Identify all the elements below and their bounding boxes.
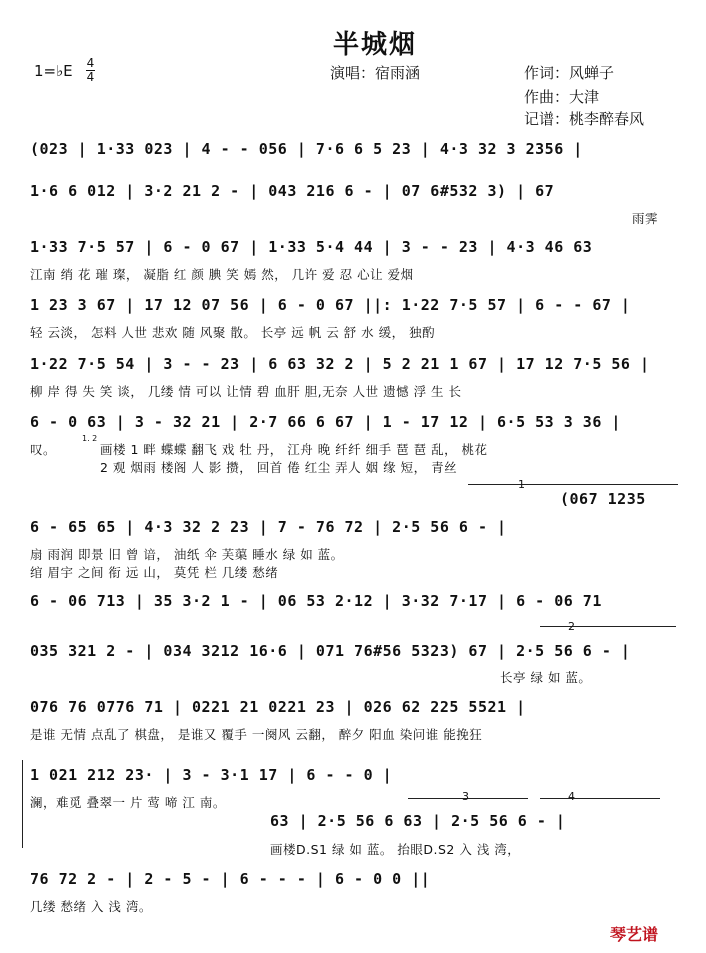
watermark-logo: 琴艺谱 [610, 925, 659, 944]
volta-mark-3: 3 [462, 790, 469, 803]
composer: 作曲：大津 [524, 88, 600, 106]
volta-1-2-label: 1. 2 [82, 434, 98, 443]
lyric-line-6b: 2 观 烟雨 楼阁 人 影 攒， 回首 倦 红尘 弄人 姻 缘 短， 青丝 [100, 460, 458, 475]
lyric-line-2: 雨霁 [632, 211, 659, 226]
time-denominator: 4 [86, 70, 95, 84]
time-numerator: 4 [86, 56, 95, 70]
lyric-line-11: 澜，难觅 叠翠一 片 莺 啼 江 南。 [30, 795, 226, 810]
lyric-line-3: 江南 绡 花 璀 璨， 凝脂 红 颜 腆 笑 嫣 然， 几许 爱 忍 心让 爱烟 [30, 267, 414, 282]
notation-line-10: 076 76 0776 71 | 0221 21 0221 23 | 026 62 225 5521 | [30, 698, 526, 716]
transcriber: 记谱：桃李醉春风 [524, 110, 645, 128]
lyric-line-9: 长亭 绿 如 蓝。 [500, 670, 592, 685]
volta-mark-1: 1 [518, 478, 525, 491]
notation-line-6: 6 - 0 63 | 3 - 32 21 | 2·7 66 6 67 | 1 - 17 12 | 6·5 53 3 36 | [30, 413, 621, 431]
notation-line-8: 6 - 06 713 | 35 3·2 1 - | 06 53 2·12 | 3·32 7·17 | 6 - 06 71 [30, 592, 602, 610]
volta-bracket-4 [540, 798, 660, 799]
time-signature [86, 58, 95, 83]
notation-line-12: 63 | 2·5 56 6 63 | 2·5 56 6 - | [270, 812, 566, 830]
lyric-line-13: 几缕 愁绪 入 浅 湾。 [30, 899, 152, 914]
lyric-line-10: 是谁 无情 点乱了 棋盘， 是谁又 覆手 一阕风 云翻， 醉夕 阳血 染问谁 能挽狂 [30, 727, 483, 742]
singer: 演唱：宿雨涵 [330, 64, 421, 82]
notation-line-1: (023 | 1·33 023 | 4 - - 056 | 7·6 6 5 23 | 4·3 32 3 2356 | [30, 140, 583, 158]
lyric-line-4: 轻 云淡， 怎料 人世 悲欢 随 风聚 散。 长亭 远 帆 云 舒 水 缓， 独酌 [30, 325, 436, 340]
lyricist: 作词：风蝉子 [524, 64, 615, 82]
notation-line-2: 1·6 6 012 | 3·2 21 2 - | 043 216 6 - | 07 6#532 3) | 67 [30, 182, 555, 200]
song-title: 半城烟 [333, 30, 418, 60]
volta-bracket-2 [540, 626, 676, 627]
notation-line-7: 6 - 65 65 | 4·3 32 2 23 | 7 - 76 72 | 2·5 56 6 - | [30, 518, 507, 536]
lyric-line-12: 画楼D.S1 绿 如 蓝。 抬眼D.S2 入 浅 湾， [270, 842, 521, 857]
lyric-line-5: 柳 岸 得 失 笑 谈， 几缕 情 可以 让情 碧 血肝 胆,无奈 人世 遗憾 浮 生 长 [30, 384, 462, 399]
volta-mark-4: 4 [568, 790, 575, 803]
lyric-line-7b: 绾 眉宇 之间 衔 远 山， 莫凭 栏 几缕 愁绪 [30, 565, 279, 580]
volta-mark-2: 2 [568, 620, 575, 633]
lyric-line-7: 扇 雨润 即景 旧 曾 谙， 油纸 伞 芙蕖 睡水 绿 如 蓝。 [30, 547, 344, 562]
notation-line-11: 1 021 212 23· | 3 - 3·1 17 | 6 - - 0 | [30, 766, 393, 784]
notation-line-9: 035 321 2 - | 034 3212 16·6 | 071 76#56 5323) 67 | 2·5 56 6 - | [30, 642, 631, 660]
key-signature: 1=♭E [34, 62, 73, 80]
notation-intro-2: (067 1235 [560, 490, 646, 508]
notation-line-3: 1·33 7·5 57 | 6 - 0 67 | 1·33 5·4 44 | 3 - - 23 | 4·3 46 63 [30, 238, 593, 256]
lyric-line-6: 叹。 [30, 442, 57, 457]
notation-line-13: 76 72 2 - | 2 - 5 - | 6 - - - | 6 - 0 0 || [30, 870, 431, 888]
lyric-line-6a: 画楼 1 畔 蝶蝶 翻飞 戏 牡 丹， 江舟 晚 纤纤 细手 琶 琶 乱， 桃花 [100, 442, 488, 457]
bracket-left [22, 760, 23, 848]
volta-bracket-1 [468, 484, 678, 485]
notation-line-4: 1 23 3 67 | 17 12 07 56 | 6 - 0 67 ||: 1·22 7·5 57 | 6 - - 67 | [30, 296, 631, 314]
notation-line-5: 1·22 7·5 54 | 3 - - 23 | 6 63 32 2 | 5 2 21 1 67 | 17 12 7·5 56 | [30, 355, 650, 373]
